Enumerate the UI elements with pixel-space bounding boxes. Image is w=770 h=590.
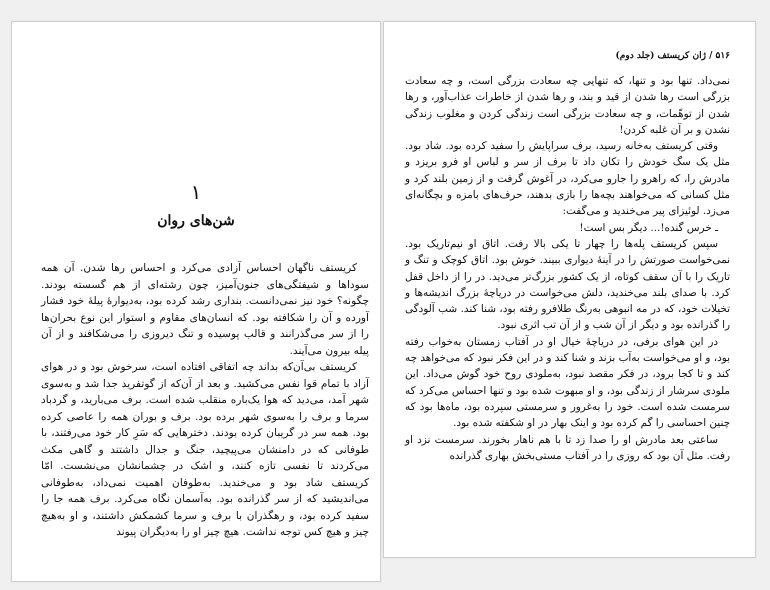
paragraph: کریستف بی‌آن‌که بداند چه اتفاقی افتاده است، سرخوش بود و در هوای آزاد با تمام قوا نفس می‌کشید. و بعد از آن‌که از گوتفرید جدا شد و به‌سوی شهر آمد، می‌دید که هوا یک‌باره منقلب شده است. برف می‌بارید، و گردباد سرما و برف را به‌سوی شهر برده بود. برف و بوران همه را عاصی کرده بود. همه سر در گریبان کرده بودند. دخترهایی که سَرِ کار خود می‌رفتند، با طوفانی که در دامنشان می‌پیچید، جنگ و جدال داشتند و گاهی مکث می‌کردند تا نفسی تازه کنند، و اشک در چشمانشان می‌نشست. امّا کریستف شاد بود و می‌خندید. به‌طوفان اهمیت نمی‌داد، به‌طوفانی می‌اندیشید که از سر گذرانده بود. به‌آسمان نگاه می‌کرد. برف همه جا را سفید کرده بود، و رهگذران با برف و سرما کشمکش داشتند، و او به‌هیچ چیز و هیچ کس توجه نداشت. هیچ چیز او را به‌دیگران پیوند (41, 361, 369, 538)
paragraph: در این هوای برفی، در دریاچهٔ خیال او در آفتاب زمستان به‌خواب رفته بود، و او می‌خواست به‌آب بزند و شنا کند و در این فکر نبود که می‌خواهد چه کند و تا کجا برود، در فکر مقصد نبود، به‌ملودی روح خود گوش می‌داد. این ملودی سرشار از زندگی بود، و او مبهوت شده بود و تنها احساس می‌کرد که سرمست شده است. خود را به‌غرور و سرمستی سپرده بود، ماه‌ها بود که چنین احساسی را گم کرده بود و اینک بهار در او شکفته شده بود. (405, 335, 730, 430)
chapter-number: ۱ (190, 180, 202, 204)
left-page-body (41, 260, 369, 541)
paragraph: وقتی کریستف به‌خانه رسید، برف سراپایش را سفید کرده بود. شاد بود. مثل یک سگ خودش را تکان داد تا برف از سر و لباس او فرو بریزد و مادرش را، که راهرو را جارو می‌کرد، در آغوش گرفت و از زمین بلند کرد و مثل کسانی که می‌خواهند بچه‌ها را بازی بدهند، حرف‌های بامزه و بچگانه‌ای می‌زد. لوئیزای پیر می‌خندید و می‌گفت: (405, 140, 731, 218)
paragraph: نمی‌داد. تنها بود و تنها، که تنهایی چه سعادت بزرگی است، و چه سعادت بزرگی است رها شدن از قید و بند، و رها شدن از خاطرات عذاب‌آور، و رها شدن از توهّمات، و چه سعادت بزرگی است زندگی کردن و مغلوب زندگی نشدن و بر آن غلبه کردن! (405, 75, 730, 136)
right-page (383, 21, 756, 558)
paragraph: سپس کریستف پله‌ها را چهار تا یکی بالا رفت. اتاق او نیم‌تاریک بود. نمی‌خواست صورتش را در آینهٔ دیواری ببیند. خوش بود. اتاق کوچک و تنگ و تاریک را با آن سقف کوتاه، از یک کشور بزرگ‌تر می‌دید. در را از داخل قفل کرد. با صدای بلند می‌خندید، دلش می‌خواست در دریاچهٔ بزرگ اندیشه‌ها و تخیلات خود، که در مه انبوهی به‌رنگ طلافرو رفته بود، شنا کند. شب آلودگی را گذرانده بود و دیگر از آن شب و از آن تب اثری نبود. (405, 237, 730, 332)
running-head: ۵۱۶ / ژان کریستف (جلد دوم) (615, 51, 730, 61)
paragraph: کریستف ناگهان احساس آزادی می‌کرد و احساس رها شدن. آن همه سوداها و شیفتگی‌های جنون‌آمیز، چون رشته‌ای از هم گسسته بودند. چگونه؟ خود نیز نمی‌دانست. بنداری رشد کرده بود، به‌دیوارهٔ پیلهٔ خود فشار آورده و آن را شکافته بود. که انسان‌های مقاوم و استوار این نوع بحران‌ها را از سر می‌گذرانند و قالب پوسیده و تنگ دیروزی را می‌شکافند و از آن پیله بیرون می‌آیند. (41, 262, 369, 357)
right-page-body (405, 73, 730, 464)
paragraph: ساعتی بعد مادرش او را صدا زد تا با هم ناهار بخورند. سرمست نزد او رفت. مثل آن بود که روزی را در آفتاب مستی‌بخش بهاری گذرانده (405, 433, 730, 462)
left-page (11, 21, 381, 582)
dialog-line: ـ خرس گنده!... دیگر بس است! (579, 221, 718, 234)
chapter-title: شن‌های روان (157, 213, 235, 229)
